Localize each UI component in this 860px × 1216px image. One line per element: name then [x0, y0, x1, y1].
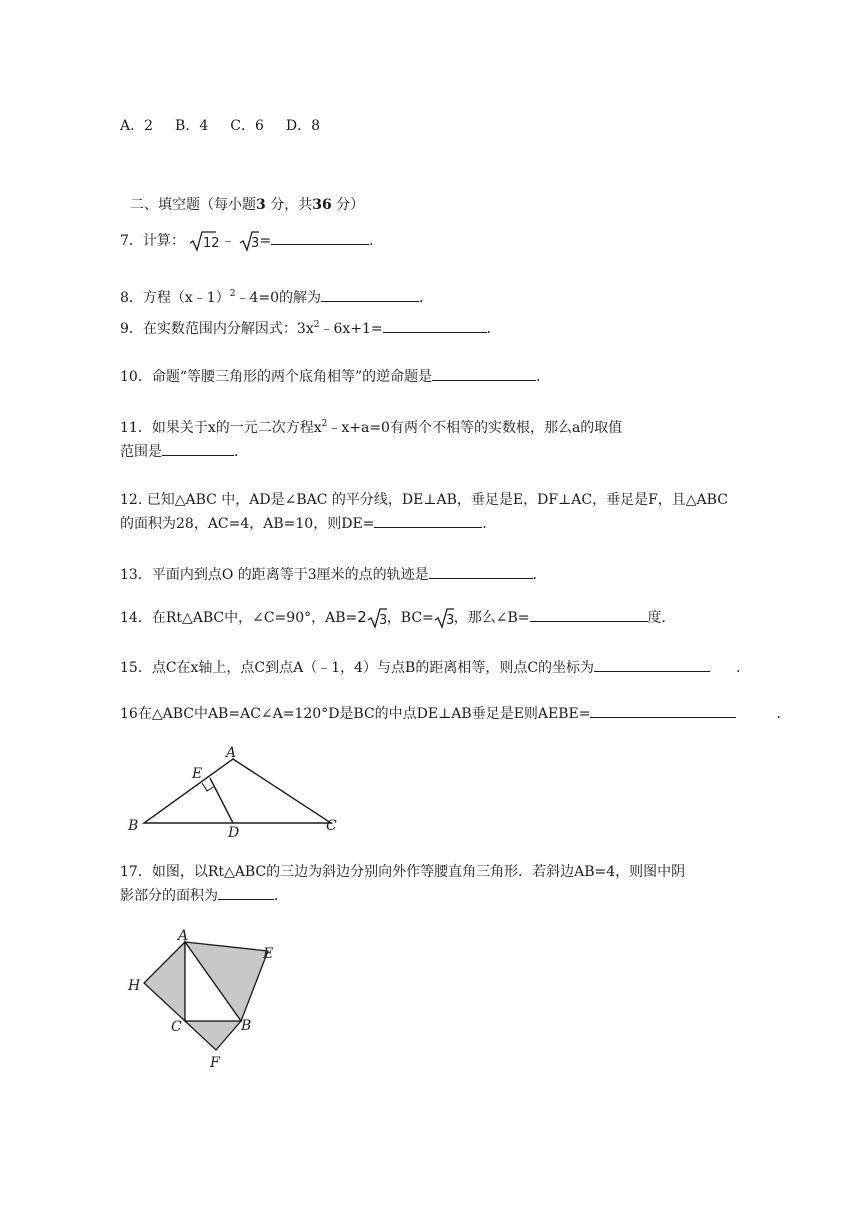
label-c: C	[171, 1019, 182, 1035]
sqrt-3-radicand: 3	[251, 236, 260, 251]
q15-answer-blank[interactable]	[594, 657, 710, 672]
question-8: 8．方程（x﹣1）$^2$﹣4=0的解为 ．	[120, 289, 433, 306]
q6-option-b: B．4	[175, 118, 209, 134]
section-2-heading: 二、填空题（每小题3 分，共36 分）	[130, 197, 365, 213]
q6-options	[120, 116, 342, 136]
question-16: 16在△ABC中AB=AC∠A=120°D是BC的中点DE⊥AB垂足是E则AEBE= ．	[120, 703, 790, 724]
label-h: H	[128, 978, 141, 994]
q14-answer-blank[interactable]	[530, 607, 648, 622]
label-b: B	[241, 1018, 252, 1034]
q10-answer-blank[interactable]	[432, 366, 536, 381]
question-13: 13．平面内到点O 的距离等于3厘米的点的轨迹是 ．	[120, 564, 547, 585]
question-12-line-2: 的面积为28，AC=4，AB=10，则DE= ．	[120, 513, 496, 534]
label-d: D	[228, 825, 240, 841]
question-10: 10．命题“等腰三角形的两个底角相等”的逆命题是 ．	[120, 366, 550, 387]
segment-de	[210, 778, 233, 823]
q7-answer-blank[interactable]	[271, 230, 369, 245]
question-12-line-1: 12. 已知△ABC 中，AD是∠BAC 的平分线，DE⊥AB，垂足是E，DF⊥AC，垂足是F，且△ABC	[120, 492, 728, 508]
label-e: E	[192, 766, 203, 782]
shaded-triangle-ach	[144, 942, 185, 1021]
label-a: A	[226, 745, 237, 761]
sqrt-3-radicand: 3	[445, 613, 455, 628]
triangle-abc	[144, 759, 331, 823]
label-f: F	[210, 1055, 220, 1071]
q11-answer-blank[interactable]	[162, 441, 234, 456]
sqrt-3-symbol	[239, 230, 259, 252]
label-a: A	[178, 928, 189, 944]
label-b: B	[128, 818, 139, 834]
q12-answer-blank[interactable]	[374, 513, 482, 528]
q6-option-c: C．6	[230, 118, 264, 134]
question-15: 15．点C在x轴上，点C到点A（﹣1，4）与点B的距离相等，则点C的坐标为 ．	[120, 657, 750, 678]
sqrt-3-symbol	[434, 607, 454, 629]
sqrt-3-symbol	[367, 607, 387, 629]
q16-answer-blank[interactable]	[590, 703, 736, 718]
q17-answer-blank[interactable]	[218, 885, 274, 900]
q6-option-a: A．2	[120, 118, 154, 134]
sqrt-3-radicand: 3	[378, 613, 388, 628]
sqrt-12-radicand: 12	[203, 236, 220, 251]
q9-answer-blank[interactable]	[383, 318, 487, 333]
sqrt-12-symbol	[189, 230, 220, 252]
q8-answer-blank[interactable]	[321, 287, 419, 302]
question-17-line-2: 影部分的面积为 ．	[120, 885, 288, 906]
question-9: 9．在实数范围内分解因式：$3x^2﹣6x+1=$ ．	[120, 320, 501, 337]
shaded-triangle-cbf	[185, 1021, 241, 1050]
figure-17-triangles	[120, 922, 290, 1072]
question-7: 7．计算： 12 ﹣ 3 = ．	[120, 230, 383, 252]
question-17-line-1: 17．如图，以Rt△ABC的三边为斜边分别向外作等腰直角三角形．若斜边AB=4，则图中阴	[120, 864, 686, 880]
question-11-line-2: 范围是 ．	[120, 441, 248, 462]
question-14: 14．在Rt△ABC中，∠C=90°，AB=2 3 ，BC= 3 ，那么∠B= 度．	[120, 608, 676, 628]
q6-option-d: D．8	[285, 118, 320, 134]
question-11-line-1: 11．如果关于x的一元二次方程$x^2﹣x+a=0$有两个不相等的实数根，那么a的取值	[120, 419, 623, 436]
label-e: E	[263, 946, 274, 962]
figure-16-triangle	[120, 740, 360, 840]
q13-answer-blank[interactable]	[429, 564, 533, 579]
label-c: C	[326, 818, 337, 834]
